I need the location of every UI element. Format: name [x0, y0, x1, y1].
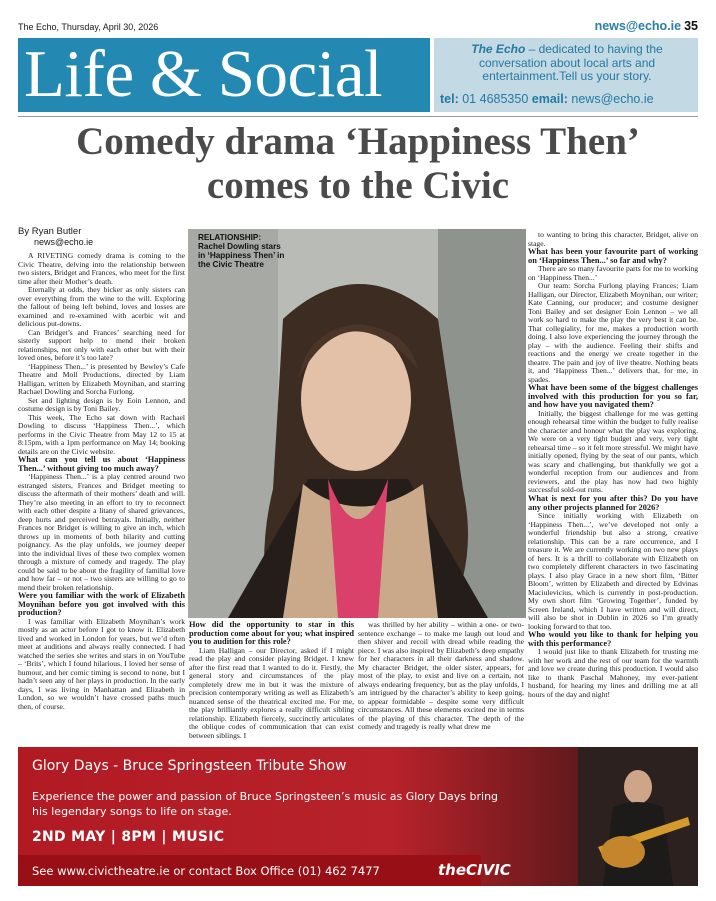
ad-title: Glory Days - Bruce Springsteen Tribute Show	[32, 758, 347, 774]
byline	[18, 226, 93, 247]
promo-text: – dedicated to having the conversation about local arts and entertainment.Tell us your story.	[478, 42, 663, 83]
interview-question: What can you tell us about ‘Happiness Then...’ without giving too much away?	[18, 455, 185, 473]
byline-author: By Ryan Butler	[18, 226, 82, 237]
article-paragraph: ‘Happiness Then...’ is presented by Bewley’s Cafe Theatre and Moll Productions, directed by Liam Halligan, written by Elizabeth Moynihan, and starring Rachael Dowling and Sorcha Furlong.	[18, 361, 185, 396]
article-column-1	[18, 252, 185, 711]
interview-question: Who would you like to thank for helping you with this performance?	[528, 630, 698, 648]
article-paragraph: Set and lighting design is by Eoin Lennon, and costume design is by Toni Bailey.	[18, 395, 185, 413]
page-number: 35	[684, 19, 698, 33]
article-paragraph: ‘Happiness Then...’ is a play centred around two estranged sisters, Frances and Bridget meeting to discuss the aftermath of their mothers’ death and will. They’re also meeting in an effort to try to reconnect with each other despite a litany of shared grievances, deep hurts and perceived betrayals. Initially, neither Frances nor Bridget is willing to give an inch, which throws up in moments of both hilarity and cutting poignancy. As the play unfolds, we journey deeper into the individual lives of these two complex women through a mixture of comedy and tragedy. The play could be said to be about the fragility of familial love and how far – or not – two sisters are willing to go to mend their broken relationship.	[18, 472, 185, 592]
article-paragraph: Our team: Sorcha Furlong playing Frances; Liam Halligan, our Director, Elizabeth Moynihan, our writer; Kate Canning, our producer; and costume designer Toni Bailey and set designer Eoin Lennon – we all work so hard to make the play the very best it can be. That collegiality, for me, makes a production worth doing. I also love experiencing the journey through the play – with the audience. Feeling their shifts and reactions and the energy we create together in the theatre. The pain and joy of live theatre. Nothing beats it, and ‘Happiness Then...’ delivers that, for me, in spades.	[528, 281, 698, 384]
header-contact	[595, 19, 698, 33]
article-column-3	[358, 621, 524, 732]
page-header	[18, 20, 698, 36]
photo-caption: RELATIONSHIP: Rachel Dowling stars in ‘Happiness Then’ in the Civic Theatre	[198, 233, 285, 269]
tel-number: 01 4685350	[462, 92, 529, 106]
interview-question: How did the opportunity to star in this production come about for you; what inspired you to audition for this role?	[189, 620, 354, 647]
article-paragraph: Liam Halligan – our Director, asked if I might read the play and consider playing Bridget. I knew after the first read that I wanted to do it. Firstly, the general story and circumstances of the play completely drew me in but it was the mixture of precision contemporary writing as well as Elizabeth’s nuanced sense of the theatrical excited me. For me, the play brilliantly explores a really difficult sibling relationship. Elizabeth fiercely, succinctly articulates the oblique codes of communication that can exist between siblings. I	[189, 645, 354, 740]
civic-logo: theCIVIC	[438, 861, 511, 879]
article-paragraph: There are so many favourite parts for me to working on ‘Happiness Then...’	[528, 264, 698, 282]
promo-box	[434, 38, 698, 112]
interview-question: Were you familiar with the work of Elizabeth Moynihan before you got involved with this production?	[18, 591, 185, 618]
interview-question: What is next for you after this? Do you have any other projects planned for 2026?	[528, 493, 698, 512]
article-paragraph: This week, The Echo sat down with Rachael Dowling to discuss ‘Happiness Then...’, which performs in the Civic Theatre from May 12 to 15 at 8:15pm, with a 1pm performance on May 14; booking details are on the Civic website.	[18, 412, 185, 456]
tel-label: tel:	[440, 92, 459, 106]
promo-email[interactable]: news@echo.ie	[571, 92, 654, 106]
guitarist-photo	[578, 747, 698, 886]
article-paragraph: Since initially working with Elizabeth on ‘Happiness Then...’, we’ve developed not only a wonderful friendship but also a strong, creative relationship. This can be a rare occurrence, and I treasure it. We are currently working on two new plays of hers. It is a thrill to collaborate with Elizabeth on two completely different characters in two fascinating plays. I also play Grace in a new short film, ‘Bitter Bloom’, written by Elizabeth and directed by Edvinas Maciulevicius, which is currently in post-production. My own short film ‘Growing Together’, funded by Screen Ireland, which I have written and will direct, will also be shot in Dublin in 2026 so I’m greatly looking forward to that too.	[528, 511, 698, 631]
ad-contact[interactable]: See www.civictheatre.ie or contact Box Office (01) 462 7477	[32, 864, 380, 878]
article-paragraph: I would just like to thank Elizabeth for trusting me with her work and the rest of our team for the warmth and love we create during this production. I would also like to thank Paschal Mahoney, my ever-patient husband, for hearing my lines and drilling me at all hours of the day and night!	[528, 647, 698, 699]
article-column-4	[528, 231, 698, 699]
article-paragraph: A RIVETING comedy drama is coming to the Civic Theatre, delving into the relationship between two sisters, Bridget and Frances, who meet for the first time after their Mother’s death.	[18, 251, 185, 286]
header-email[interactable]: news@echo.ie	[594, 19, 682, 33]
byline-email[interactable]: news@echo.ie	[34, 237, 94, 247]
article-photo	[188, 229, 526, 618]
article-paragraph: I was familiar with Elizabeth Moynihan’s work mostly as an actor before I got to know it. Elizabeth lived and worked in London for years, but we’d often meet at auditions and always really connected. I had watched the series she writes and stars in on YouTube – ‘Brits’, which I found hilarious. I loved her sense of humour, and her comic timing is second to none, but I hadn’t seen any of her plays in production. In the early days, I was living in Manhattan and Elizabeth in London, so we wouldn’t have crossed paths much then, of course.	[18, 616, 185, 711]
article-paragraph: Initially, the biggest challenge for me was getting enough rehearsal time within the budget to fully realise the character and honour what the play was exploring. We were on a very tight budget and very, very tight rehearsal time – so it felt more stressful. We might have initially opened, flying by the seat of our pants, which was scary and challenging, but thankfully we got a wonderful reception from our audiences and from reviewers, and the play has now had two highly successful sold-out runs.	[528, 408, 698, 495]
article-column-2	[189, 621, 354, 740]
section-masthead	[18, 38, 430, 112]
interview-question: What has been your favourite part of working on ‘Happiness Then...’ so far and why?	[528, 247, 698, 265]
ad-date-line: 2ND MAY | 8PM | MUSIC	[32, 829, 225, 845]
article-paragraph: Can Bridget’s and Frances’ searching need for sisterly support help to mend their broken relationships, not only with each other but with their loved ones, before it’s too late?	[18, 327, 185, 362]
article-headline: Comedy drama ‘Happiness Then’ comes to the Civic	[76, 120, 640, 207]
article-paragraph: Eternally at odds, they bicker as only sisters can over everything from the wine to the will. Exploring the fallout of being left behind, loves and losses are examined and re-examined with acerbic wit and delicious put-downs.	[18, 285, 185, 328]
divider	[18, 116, 698, 117]
dateline: The Echo, Thursday, April 30, 2026	[18, 22, 159, 32]
section-title: Life & Social	[24, 37, 383, 111]
email-label: email:	[531, 92, 568, 106]
ad-description: Experience the power and passion of Bruce Springsteen’s music as Glory Days bring his legendary songs to life on stage.	[32, 790, 499, 818]
ad-contact-bar	[18, 855, 511, 886]
article-paragraph: was thrilled by her ability – within a one- or two-sentence exchange – to make me laugh out loud and then shiver and recoil with dread while reading the piece. I was also inspired by Elizabeth’s deep empathy for her characters in all their darkness and shadow. My character Bridget, the older sister, appears, for most of the play, to exist and live on a certain, not always endearing frequency, but as the play unfolds, I am intrigued by the character’s ability to keep going, to appear formidable – despite some very difficult circumstances. All these elements excited me in terms of the playing of this character. The depth of the comedy and tragedy is really what drew me	[358, 620, 524, 731]
promo-brand: The Echo	[471, 42, 526, 56]
actress-portrait-image	[188, 229, 526, 618]
interview-question: What have been some of the biggest challenges involved with this production for you so far, and how have you navigated them?	[528, 383, 698, 410]
promo-contact	[440, 92, 654, 106]
article-paragraph: to wanting to bring this character, Bridget, alive on stage.	[528, 230, 698, 248]
advertisement-banner[interactable]	[18, 747, 698, 886]
promo-blurb	[442, 43, 692, 84]
